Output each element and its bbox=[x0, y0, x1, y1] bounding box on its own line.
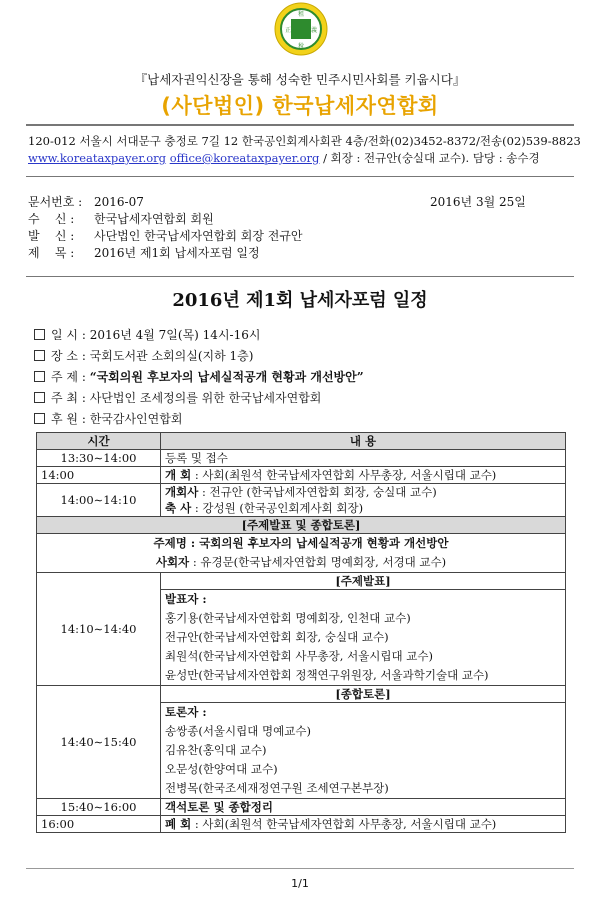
list-item: 최원석(한국납세자연합회 사무총장, 서울시립대 교수) bbox=[165, 649, 433, 663]
footer-divider bbox=[26, 868, 574, 869]
info-item: 후 원 : 한국감사인연합회 bbox=[34, 410, 182, 427]
checkbox-square-icon bbox=[34, 350, 45, 361]
doc-number: 2016-07 bbox=[94, 195, 144, 209]
table-row: 14:00∼14:10 개회사 : 전규안 (한국납세자연합회 회장, 숭실대 교수) 축 사 : 강성원 (한국공인회계사회 회장) bbox=[37, 484, 566, 517]
section-row: [주제발표 및 종합토론] bbox=[37, 517, 566, 534]
organization-name: (사단법인) 한국납세자연합회 bbox=[161, 94, 439, 118]
discussion-body-row: 토론자 : 송쌍종(서울시립대 명예교수) 김유찬(홍익대 교수) 오문성(한양여대 교수) 전병목(한국조세재정연구원 조세연구본부장) bbox=[37, 703, 566, 799]
table-header-row bbox=[37, 433, 566, 450]
info-item: 일 시 : 2016년 4월 7일(목) 14시-16시 bbox=[34, 326, 260, 343]
info-item: 주 최 : 사단법인 조세정의를 위한 한국납세자연합회 bbox=[34, 389, 321, 406]
doc-number-label: 문서번호 : bbox=[28, 195, 83, 209]
content-column-header: 내 용 bbox=[161, 433, 566, 450]
contact-text: / 회장 : 전규안(숭실대 교수). 담당 : 송수경 bbox=[319, 151, 540, 165]
list-item: 송쌍종(서울시립대 명예교수) bbox=[165, 724, 311, 738]
slogan: 『납세자권익신장을 통해 성숙한 민주시민사회를 키웁시다』 bbox=[134, 72, 466, 87]
subject: 2016년 제1회 납세자포럼 일정 bbox=[94, 246, 260, 260]
list-item: 전병목(한국조세재정연구원 조세연구본부장) bbox=[165, 781, 389, 795]
seal-right-char: 義 bbox=[310, 27, 318, 34]
checkbox-square-icon bbox=[34, 371, 45, 382]
checkbox-square-icon bbox=[34, 329, 45, 340]
table-row: 15:40∼16:00 객석토론 및 종합정리 bbox=[37, 799, 566, 816]
table-row: 14:00 개 회 : 사회(최원석 한국납세자연합회 사무총장, 서울시립대 교수) bbox=[37, 467, 566, 484]
recipient: 한국납세자연합회 회원 bbox=[94, 212, 214, 226]
list-item: 오문성(한양여대 교수) bbox=[165, 762, 278, 776]
association-seal-logo bbox=[274, 2, 328, 56]
recipient-row bbox=[28, 210, 214, 227]
doc-number-row bbox=[28, 193, 144, 210]
presentation-head-row: 14:10∼14:40 [주제발표] bbox=[37, 573, 566, 590]
seal-bottom-char: 稅 bbox=[297, 43, 305, 50]
sender-label: 발 신 : bbox=[28, 229, 75, 243]
info-item: 장 소 : 국회도서관 소회의실(지하 1층) bbox=[34, 347, 253, 364]
list-item: 김유찬(홍익대 교수) bbox=[165, 743, 267, 757]
document-title: 2016년 제1회 납세자포럼 일정 bbox=[172, 290, 428, 311]
checkbox-square-icon bbox=[34, 413, 45, 424]
presentation-body-row: 발표자 : 홍기용(한국납세자연합회 명예회장, 인천대 교수) 전규안(한국납세자연합회 회장, 숭실대 교수) 최원석(한국납세자연합회 사무총장, 서울시립대 교수) 윤성만(한국납세자연합회 정책연구위원장, 서울과학기술대 교수) bbox=[37, 590, 566, 686]
discussion-head-row: 14:40∼15:40 [종합토론] bbox=[37, 686, 566, 703]
doc-date: 2016년 3월 25일 bbox=[430, 195, 526, 209]
address-line: 120-012 서울시 서대문구 충정로 7길 12 한국공인회계사회관 4층/전화(02)3452-8372/전송(02)539-8823 bbox=[28, 134, 581, 148]
seal-top-char: 租 bbox=[297, 11, 305, 18]
checkbox-square-icon bbox=[34, 392, 45, 403]
sender-row bbox=[28, 227, 303, 244]
meta-divider bbox=[26, 276, 574, 277]
header-divider bbox=[26, 124, 574, 126]
list-item: 홍기용(한국납세자연합회 명예회장, 인천대 교수) bbox=[165, 611, 411, 625]
seal-left-char: 正 bbox=[284, 27, 292, 34]
subject-row bbox=[28, 244, 260, 261]
theme-row: 주제명 : 국회의원 후보자의 납세실적공개 현황과 개선방안 사회자 : 유경문(한국납세자연합회 명예회장, 서경대 교수) bbox=[37, 534, 566, 573]
schedule-table bbox=[36, 432, 566, 833]
time-column-header: 시간 bbox=[37, 433, 161, 450]
list-item: 전규안(한국납세자연합회 회장, 숭실대 교수) bbox=[165, 630, 389, 644]
info-item: 주 제 : “국회의원 후보자의 납세실적공개 현황과 개선방안” bbox=[34, 368, 364, 385]
website-link[interactable]: www.koreataxpayer.org bbox=[28, 151, 167, 165]
page-number: 1/1 bbox=[291, 877, 309, 890]
email-link[interactable]: office@koreataxpayer.org bbox=[169, 151, 320, 165]
subject-label: 제 목 : bbox=[28, 246, 75, 260]
header-divider-2 bbox=[26, 176, 574, 177]
sender: 사단법인 한국납세자연합회 회장 전규안 bbox=[94, 229, 303, 243]
contact-line bbox=[28, 150, 540, 166]
recipient-label: 수 신 : bbox=[28, 212, 75, 226]
table-row: 13:30∼14:00 등록 및 접수 bbox=[37, 450, 566, 467]
table-row: 16:00 폐 회 : 사회(최원석 한국납세자연합회 사무총장, 서울시립대 교수) bbox=[37, 816, 566, 833]
list-item: 윤성만(한국납세자연합회 정책연구위원장, 서울과학기술대 교수) bbox=[165, 668, 489, 682]
